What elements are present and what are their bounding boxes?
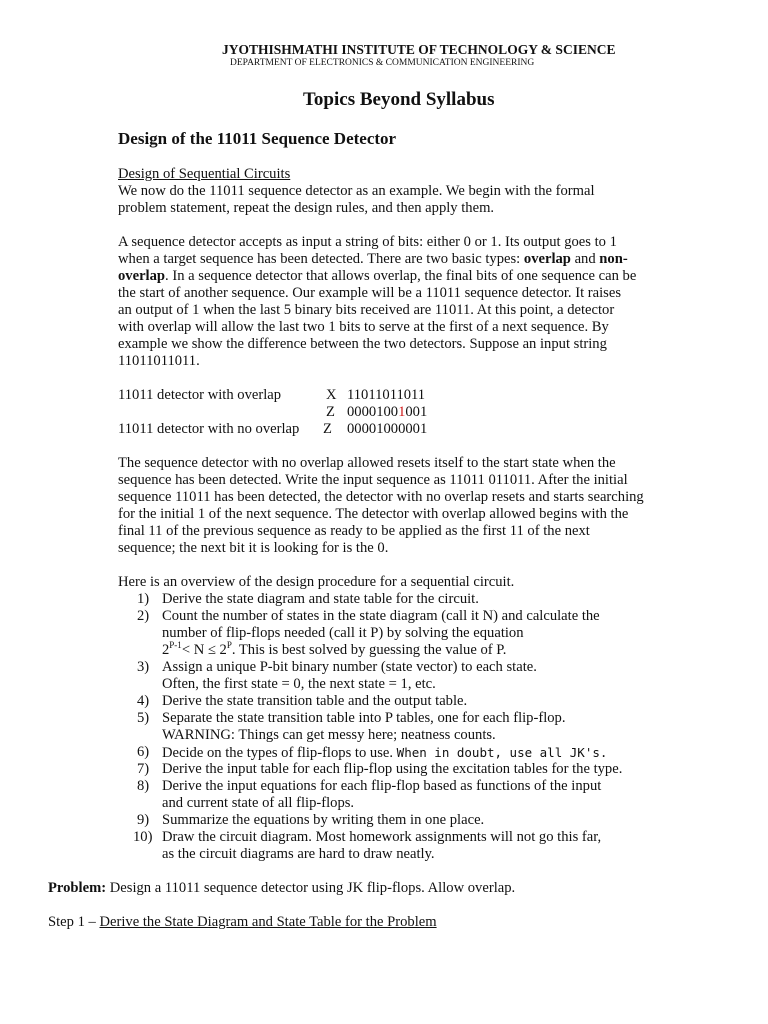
- step-4-num: 4): [137, 693, 150, 709]
- para2-line-8: 11011011011.: [118, 353, 200, 369]
- z-value: 00001001001: [347, 404, 428, 420]
- para2-line-2: when a target sequence has been detected. There are two basic types: overlap and non-: [118, 251, 628, 267]
- para2-line-3: overlap. In a sequence detector that allows overlap, the final bits of one sequence can be: [118, 268, 637, 284]
- para3-line-4: for the initial 1 of the next sequence. The detector with overlap allowed begins with the: [118, 506, 629, 522]
- intro-line-2: problem statement, repeat the design rules, and then apply them.: [118, 200, 495, 216]
- step-7-num: 7): [137, 761, 150, 777]
- para3-line-3: sequence 11011 has been detected, the detector with no overlap resets and starts searching: [118, 489, 644, 505]
- step-5-text-2: WARNING: Things can get messy here; neatness counts.: [162, 727, 496, 743]
- step-1-num: 1): [137, 591, 150, 607]
- step-1-heading: Step 1 – Derive the State Diagram and State Table for the Problem: [48, 914, 437, 930]
- para3-line-6: sequence; the next bit it is looking for is the 0.: [118, 540, 389, 556]
- section-heading: Design of Sequential Circuits: [118, 166, 291, 182]
- para2-line-7: example we show the difference between the two detectors. Suppose an input string: [118, 336, 607, 352]
- z2-label: Z: [323, 421, 332, 437]
- z-label: Z: [326, 404, 335, 420]
- institute-name: JYOTHISHMATHI INSTITUTE OF TECHNOLOGY & SCIENCE: [222, 42, 616, 57]
- step-5-num: 5): [137, 710, 150, 726]
- step-1-link: Derive the State Diagram and State Table for the Problem: [99, 914, 437, 930]
- problem-label: Problem:: [48, 880, 107, 896]
- step-2-text-1: Count the number of states in the state diagram (call it N) and calculate the: [162, 608, 600, 624]
- step-8-text-2: and current state of all flip-flops.: [162, 795, 355, 811]
- para2-line-1: A sequence detector accepts as input a string of bits: either 0 or 1. Its output goes to 1: [118, 234, 617, 250]
- step-8-num: 8): [137, 778, 150, 794]
- step-1-text: Derive the state diagram and state table for the circuit.: [162, 591, 479, 607]
- problem-statement: Problem: Design a 11011 sequence detector using JK flip-flops. Allow overlap.: [48, 880, 516, 896]
- para2-line-5: an output of 1 when the last 5 binary bits received are 11011. At this point, a detector: [118, 302, 615, 318]
- step-2-equation: $2^{P-1}< N \le 2^P$. This is best solved by guessing the value of P.: [162, 640, 507, 658]
- department-name: DEPARTMENT OF ELECTRONICS & COMMUNICATION ENGINEERING: [230, 58, 535, 68]
- step-2-text-2: number of flip-flops needed (call it P) by solving the equation: [162, 625, 524, 641]
- para2-line-6: with overlap will allow the last two 1 bits to serve at the first of a next sequence. By: [118, 319, 609, 335]
- z-value-highlight: 1: [398, 404, 406, 420]
- step-9-num: 9): [137, 812, 150, 828]
- step-6-num: 6): [137, 744, 150, 760]
- z2-value: 00001000001: [347, 421, 428, 437]
- step-10-text-1: Draw the circuit diagram. Most homework assignments will not go this far,: [162, 829, 602, 845]
- para3-line-2: sequence has been detected. Write the input sequence as 11011 011011. After the initial: [118, 472, 628, 488]
- para3-line-1: The sequence detector with no overlap allowed resets itself to the start state when the: [118, 455, 616, 471]
- step-7-text: Derive the input table for each flip-flop using the excitation tables for the type.: [162, 761, 623, 777]
- overview-line: Here is an overview of the design procedure for a sequential circuit.: [118, 574, 515, 590]
- step-5-text-1: Separate the state transition table into P tables, one for each flip-flop.: [162, 710, 566, 726]
- step-6-text: Decide on the types of flip-flops to use. When in doubt, use all JK's.: [162, 745, 608, 761]
- x-label: X: [326, 387, 337, 403]
- step-9-text: Summarize the equations by writing them in one place.: [162, 812, 485, 828]
- overlap-detector-label: 11011 detector with overlap: [118, 387, 282, 403]
- step-2-num: 2): [137, 608, 150, 624]
- step-8-text-1: Derive the input equations for each flip-flop based as functions of the input: [162, 778, 602, 794]
- para3-line-5: final 11 of the previous sequence as ready to be applied as the first 11 of the next: [118, 523, 590, 539]
- step-3-num: 3): [137, 659, 150, 675]
- step-4-text: Derive the state transition table and the output table.: [162, 693, 468, 709]
- x-value: 11011011011: [347, 387, 426, 403]
- design-title: Design of the 11011 Sequence Detector: [118, 129, 397, 148]
- step-3-text-1: Assign a unique P-bit binary number (state vector) to each state.: [162, 659, 537, 675]
- no-overlap-detector-label: 11011 detector with no overlap: [118, 421, 300, 437]
- step-10-text-2: as the circuit diagrams are hard to draw neatly.: [162, 846, 435, 862]
- step-6-mono: When in doubt, use all JK's.: [396, 745, 608, 760]
- topics-title: Topics Beyond Syllabus: [303, 89, 495, 110]
- para2-line-4: the start of another sequence. Our example will be a 11011 sequence detector. It raises: [118, 285, 622, 301]
- step-3-text-2: Often, the first state = 0, the next state = 1, etc.: [162, 676, 436, 692]
- step-10-num: 10): [133, 829, 153, 845]
- intro-line-1: We now do the 11011 sequence detector as an example. We begin with the formal: [118, 183, 595, 199]
